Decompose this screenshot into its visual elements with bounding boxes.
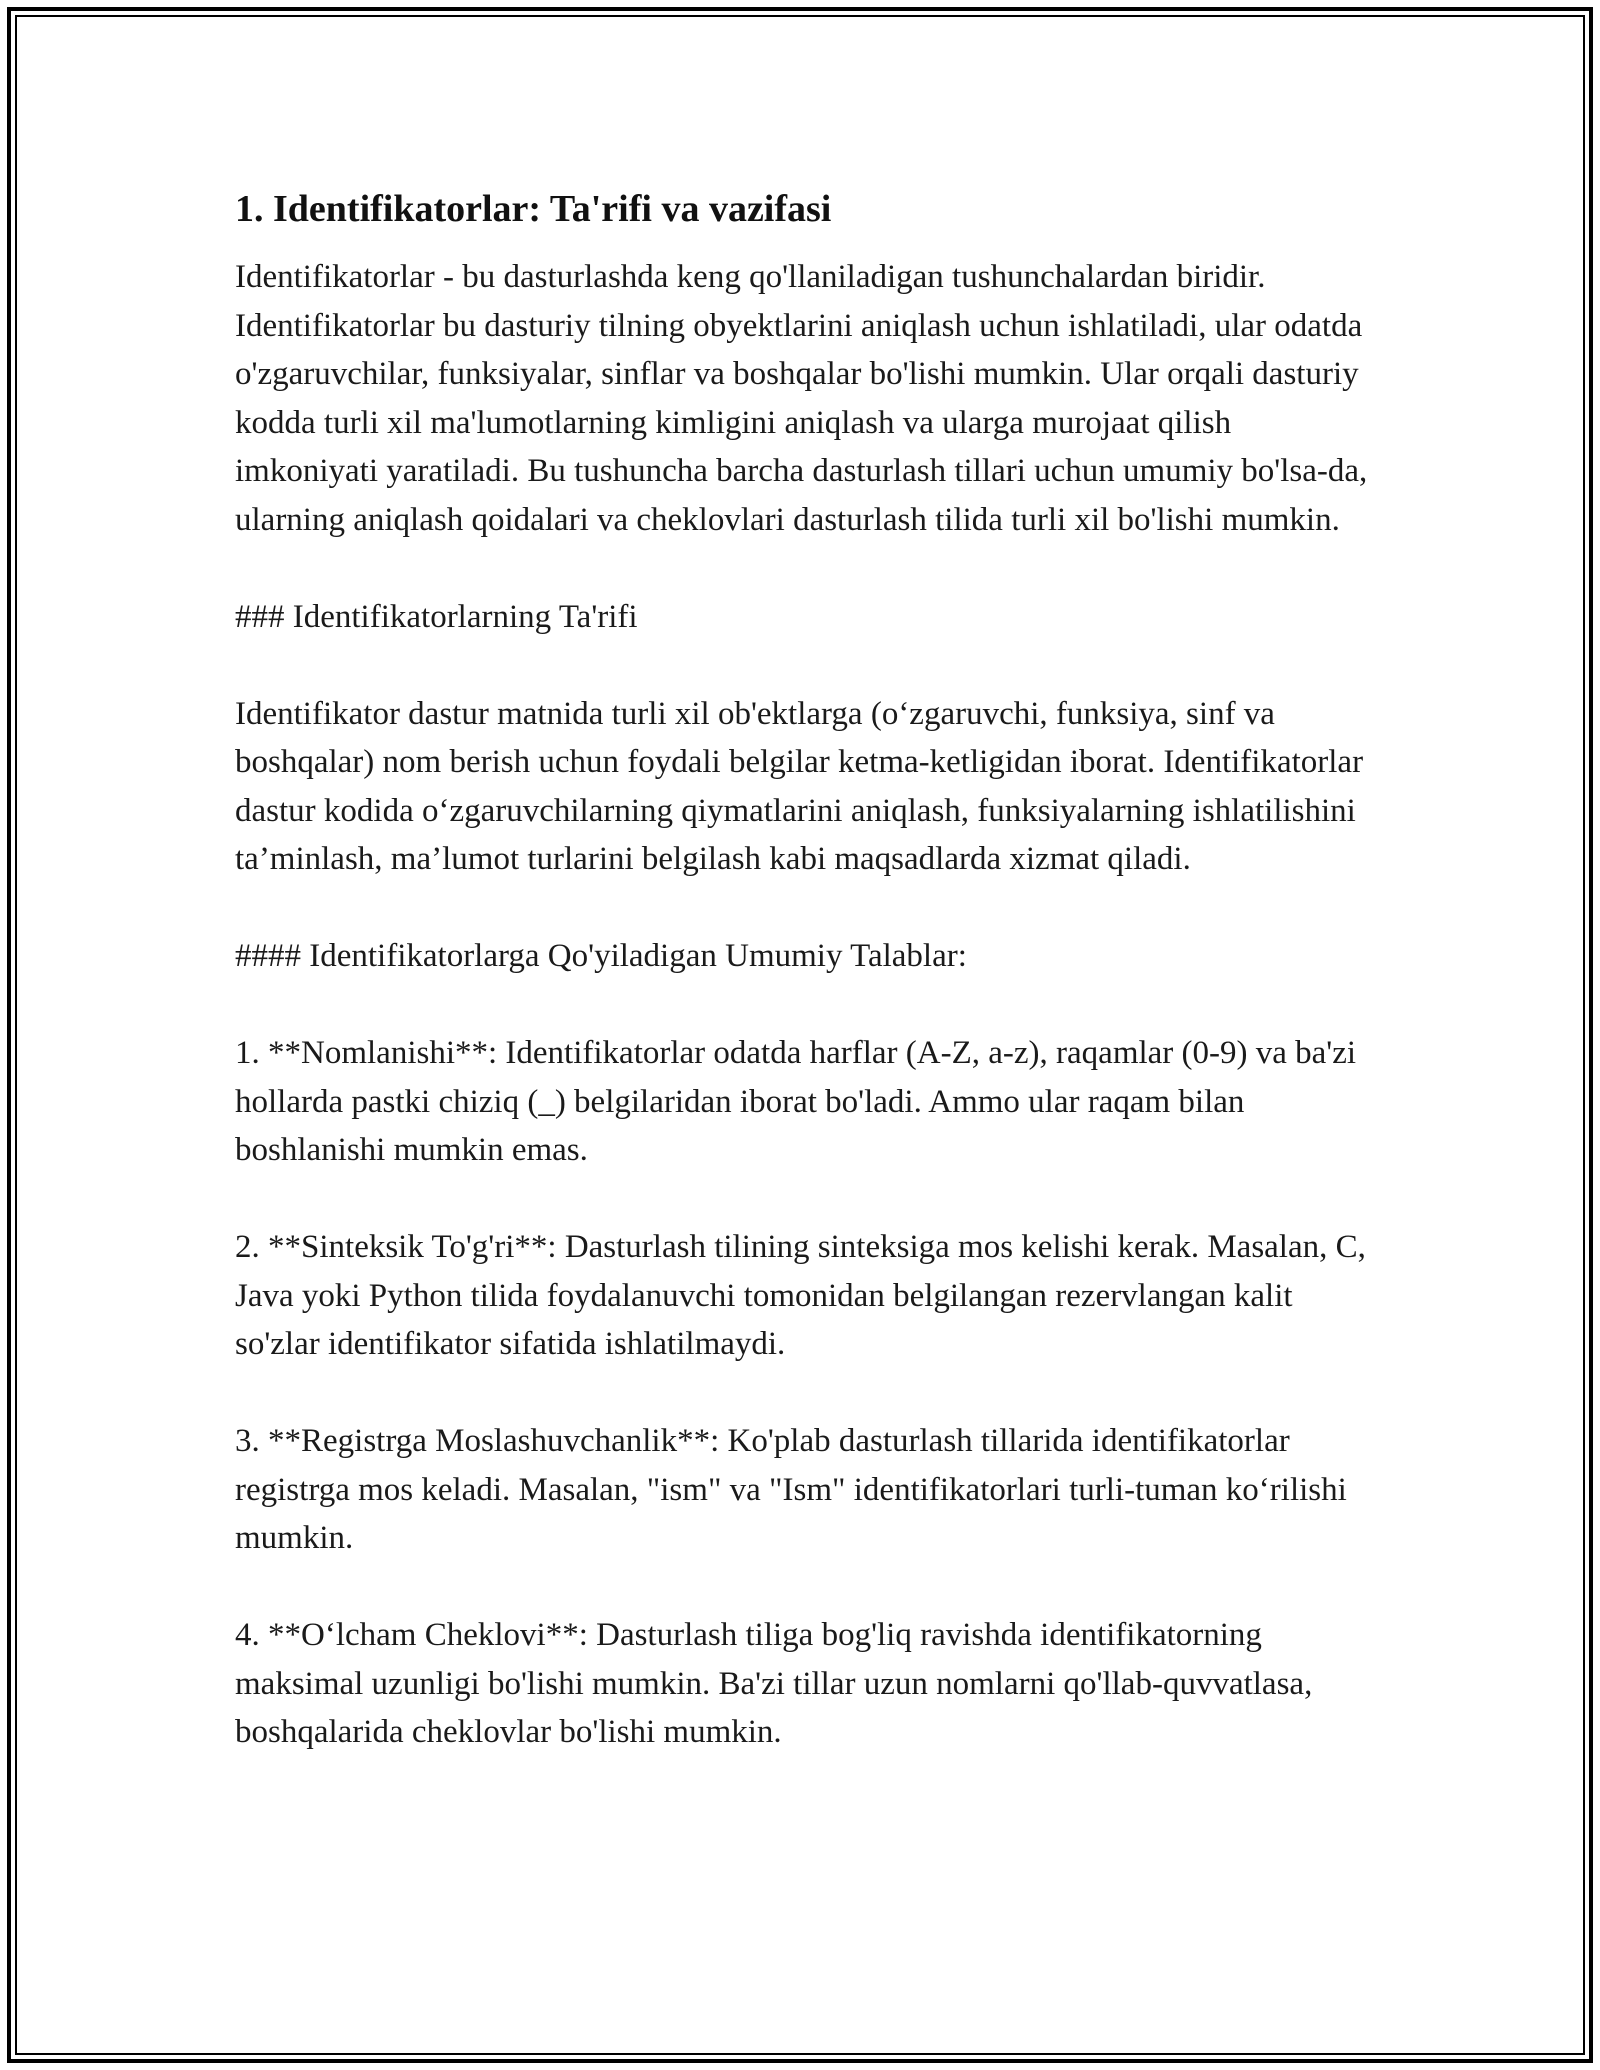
subheading-requirements: #### Identifikatorlarga Qo'yiladigan Umumiy Talablar: [235,938,967,974]
requirement-length-limit: 4. **O‘lcham Cheklovi**: Dasturlash tiliga bog'liq ravishda identifikatorning maksimal uzunligi bo'lishi mumkin. Ba'zi tillar uzun nomlarni qo'llab-quvvatlasa, boshqalarida cheklovlar bo'lishi mumkin. [235,1617,1313,1750]
subheading-definition: ### Identifikatorlarning Ta'rifi [235,598,638,635]
intro-paragraph: Identifikatorlar - bu dasturlashda keng qo'llaniladigan tushunchalardan biridir. Identifikatorlar bu dasturiy tilning obyektlarini aniqlash uchun ishlatiladi, ular odatda o'zgaruvchilar, funksiyalar, sinflar va boshqalar bo'lishi mumkin. Ular orqali dasturiy kodda turli xil ma'lumotlarning kimligini aniqlash va ularga murojaat qilish imkoniyati yaratiladi. Bu tushuncha barcha dasturlash tillari uchun umumiy bo'lsa-da, ularning aniqlash qoidalari va cheklovlari dasturlash tilida turli xil bo'lishi mumkin. [235,259,1368,538]
document-title: 1. Identifikatorlar: Ta'rifi va vazifasi [235,188,832,230]
requirement-naming: 1. **Nomlanishi**: Identifikatorlar odatda harflar (A-Z, a-z), raqamlar (0-9) va ba'zi hollarda pastki chiziq (_) belgilaridan iborat bo'ladi. Ammo ular raqam bilan boshlanishi mumkin emas. [235,1035,1357,1168]
definition-paragraph: Identifikator dastur matnida turli xil ob'ektlarga (o‘zgaruvchi, funksiya, sinf va boshqalar) nom berish uchun foydali belgilar ketma-ketligidan iborat. Identifikatorlar dastur kodida o‘zgaruvchilarning qiymatlarini aniqlash, funksiyalarning ishlatilishini ta’minlash, ma’lumot turlarini belgilash kabi maqsadlarda xizmat qiladi. [235,695,1364,877]
requirement-syntax: 2. **Sinteksik To'g'ri**: Dasturlash tilining sinteksiga mos kelishi kerak. Masalan, C, Java yoki Python tilida foydalanuvchi tomonidan belgilangan rezervlangan kalit so'zlar identifikator sifatida ishlatilmaydi. [235,1229,1366,1362]
requirement-case-sensitivity: 3. **Registrga Moslashuvchanlik**: Ko'plab dasturlash tillarida identifikatorlar registrga mos keladi. Masalan, "ism" va "Ism" identifikatorlari turli-tuman ko‘rilishi mumkin. [235,1423,1347,1556]
document-body [235,185,1375,1757]
